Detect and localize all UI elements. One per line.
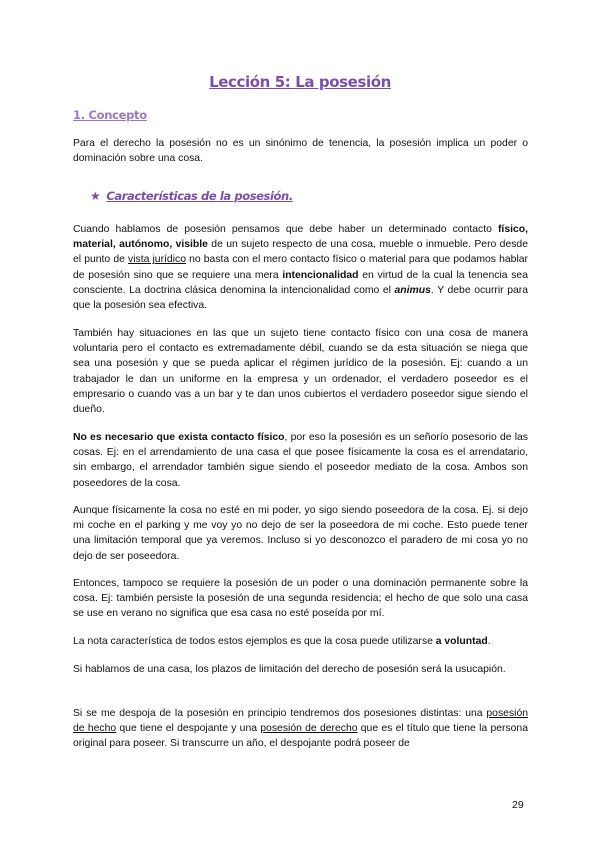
- text-run: no basta con el mero contacto físico o material para que podamos hablar de posesión sino que se requiere una mera: [73, 254, 529, 281]
- section-heading: 1. Concepto: [73, 108, 147, 122]
- text-run: Cuando hablamos de posesión pensamos que debe haber un determinado contacto: [73, 224, 498, 235]
- text-run: de un sujeto respecto de una cosa, mueble o inmueble. Pero desde el punto de: [73, 239, 528, 266]
- text-run: . Y debe ocurrir para que la posesión sea efectiva.: [73, 284, 528, 312]
- paragraph-contacto-fisico: [73, 430, 528, 491]
- paragraph-concepto: Para el derecho la posesión no es un sinónimo de tenencia, la posesión implica un poder o dominación sobre una cosa.: [73, 138, 528, 165]
- star-icon: ★: [90, 189, 101, 203]
- bold-text: físico, material, autónomo, visible: [73, 224, 528, 251]
- bold-text: No es necesario que exista contacto físico: [73, 432, 285, 443]
- bold-text: a voluntad: [435, 636, 488, 647]
- text-run: que tiene el despojante y una: [116, 723, 261, 735]
- underlined-text: posesión de hecho: [73, 708, 528, 735]
- subsection-heading-text: Características de la posesión.: [106, 189, 293, 203]
- text-run: que es el título que tiene la persona original para poseer. Si transcurre un año, el despojante podrá poseer de: [73, 723, 528, 750]
- underlined-text: vista jurídico: [128, 254, 186, 266]
- paragraph-usucapion: Si hablamos de una casa, los plazos de limitación del derecho de posesión será la usucapión.: [73, 664, 506, 675]
- subsection-heading: [90, 189, 293, 203]
- underlined-text: posesión de derecho: [260, 723, 358, 735]
- bold-text: intencionalidad: [282, 269, 359, 281]
- text-run: Si se me despoja de la posesión en principio tendremos dos posesiones distintas: una: [73, 708, 487, 719]
- paragraph-contacto-debil: También hay situaciones en las que un sujeto tiene contacto físico con una cosa de manera voluntaria pero el contacto es extremadamente débil, cuando se da esta situación se niega que sea una posesión y que se pueda aplicar el régimen jurídico de la posesión. Ej: cuando a un trabajador le dan un uniforme en la empresa y un ordenador, el verdadero poseedor es el empresario o cuando vas a un bar y te dan unos cubiertos el verdadero poseedor sigue siendo el dueño.: [73, 328, 528, 416]
- text-run: , por eso la posesión es un señorío posesorio de las cosas. Ej: en el arrendamiento de una casa el que posee físicamente la cosa es el arrendatario, sin embargo, el arrendador también sigue siendo el poseedor mediato de la cosa. Ambos son poseedores de la cosa.: [73, 432, 528, 489]
- paragraph-poseedora: Aunque físicamente la cosa no esté en mi poder, yo sigo siendo poseedora de la cosa. Ej. si dejo mi coche en el parking y me voy yo no dejo de ser la poseedora de mi coche. Esto puede tener una limitación temporal que ya veremos. Incluso si yo desconozco el paradero de mi cosa yo no dejo de ser poseedora.: [73, 505, 528, 562]
- paragraph-caracteristicas: [73, 222, 528, 313]
- text-run: .: [487, 636, 491, 647]
- paragraph-dominacion: Entonces, tampoco se requiere la posesión de un poder o una dominación permanente sobre la cosa. Ej: también persiste la posesión de una segunda residencia; el hecho de que solo una casa se use en verano no significa que esa casa no esté poseída por mí.: [73, 578, 528, 620]
- lesson-title: Lección 5: La posesión: [209, 73, 391, 91]
- text-run: en virtud de la cual la tenencia sea consciente. La doctrina clásica denomina la intencionalidad como el: [73, 269, 528, 296]
- page-number: 29: [512, 799, 524, 811]
- text-run: La nota característica de todos estos ejemplos es que la cosa puede utilizarse: [73, 636, 436, 647]
- paragraph-nota: [73, 634, 528, 649]
- bold-italic-text: animus: [394, 284, 431, 296]
- paragraph-despojo: [73, 706, 528, 752]
